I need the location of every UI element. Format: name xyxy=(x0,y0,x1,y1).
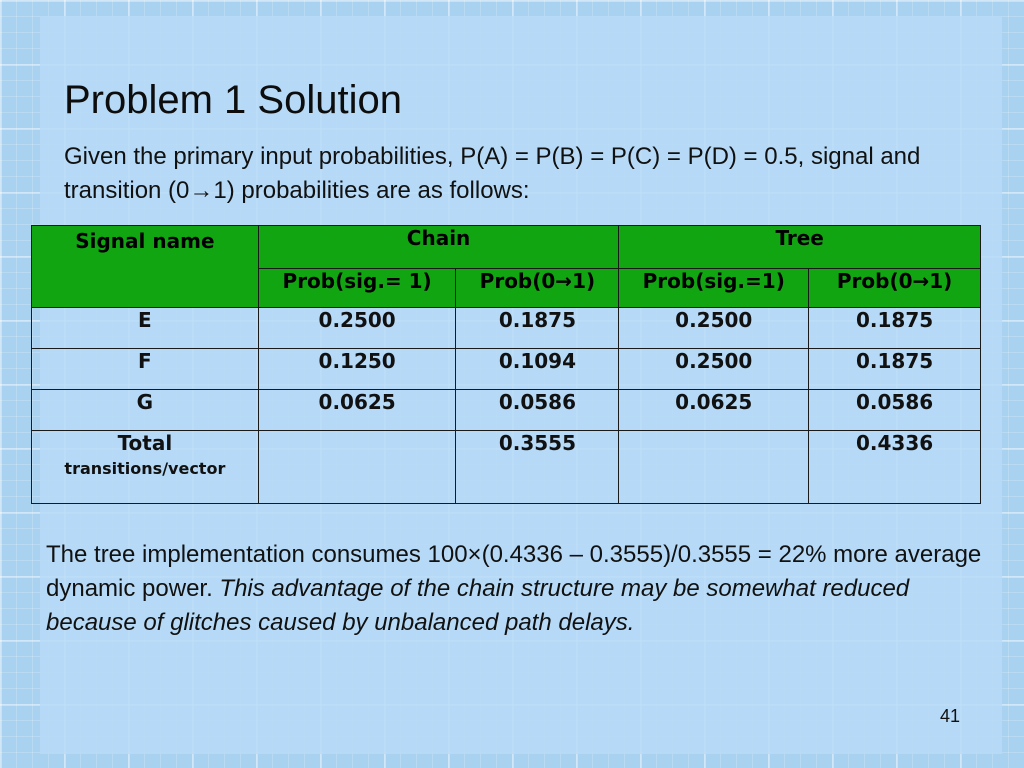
conclusion-plain: The tree implementation consumes 100×(0.4336 – 0.3555)/0.3555 = 22% more average dynamic power. xyxy=(46,541,982,602)
tree-trans-cell: 0.1875 xyxy=(809,308,981,349)
chain-trans-cell: 0.1875 xyxy=(456,308,619,349)
total-sublabel: transitions/vector xyxy=(64,459,226,478)
chain-sig-cell: 0.1250 xyxy=(258,349,456,390)
tree-sig-cell: 0.2500 xyxy=(619,349,809,390)
table-row xyxy=(32,308,981,349)
chain-sig-cell: 0.0625 xyxy=(258,390,456,431)
tree-sig-cell: 0.0625 xyxy=(619,390,809,431)
header-chain-prob-sig: Prob(sig.= 1) xyxy=(258,269,456,308)
header-signal-name: Signal name xyxy=(32,226,259,308)
conclusion-text xyxy=(46,538,996,640)
total-label-cell xyxy=(32,431,259,504)
header-chain-prob-trans: Prob(0→1) xyxy=(456,269,619,308)
header-tree-prob-sig: Prob(sig.=1) xyxy=(619,269,809,308)
signal-cell: G xyxy=(32,390,259,431)
signal-cell: F xyxy=(32,349,259,390)
probability-table xyxy=(31,225,981,504)
tree-trans-cell: 0.1875 xyxy=(809,349,981,390)
header-tree-prob-trans: Prob(0→1) xyxy=(809,269,981,308)
total-tree-trans-cell: 0.4336 xyxy=(809,431,981,504)
table-row xyxy=(32,349,981,390)
intro-text: Given the primary input probabilities, P(A) = P(B) = P(C) = P(D) = 0.5, signal and transition (0→1) probabilities are as follows: xyxy=(64,143,921,204)
header-tree: Tree xyxy=(619,226,981,269)
chain-trans-cell: 0.1094 xyxy=(456,349,619,390)
total-tree-sig-cell xyxy=(619,431,809,504)
signal-cell: E xyxy=(32,308,259,349)
tree-sig-cell: 0.2500 xyxy=(619,308,809,349)
header-chain: Chain xyxy=(258,226,619,269)
page-number: 41 xyxy=(940,706,961,726)
chain-trans-cell: 0.0586 xyxy=(456,390,619,431)
total-label: Total xyxy=(117,431,173,455)
total-row xyxy=(32,431,981,504)
total-chain-sig-cell xyxy=(258,431,456,504)
slide-title: Problem 1 Solution xyxy=(64,78,402,122)
conclusion-italic: This advantage of the chain structure may be somewhat reduced because of glitches caused by unbalanced path delays. xyxy=(46,575,910,636)
chain-sig-cell: 0.2500 xyxy=(258,308,456,349)
total-chain-trans-cell: 0.3555 xyxy=(456,431,619,504)
tree-trans-cell: 0.0586 xyxy=(809,390,981,431)
table-row xyxy=(32,390,981,431)
